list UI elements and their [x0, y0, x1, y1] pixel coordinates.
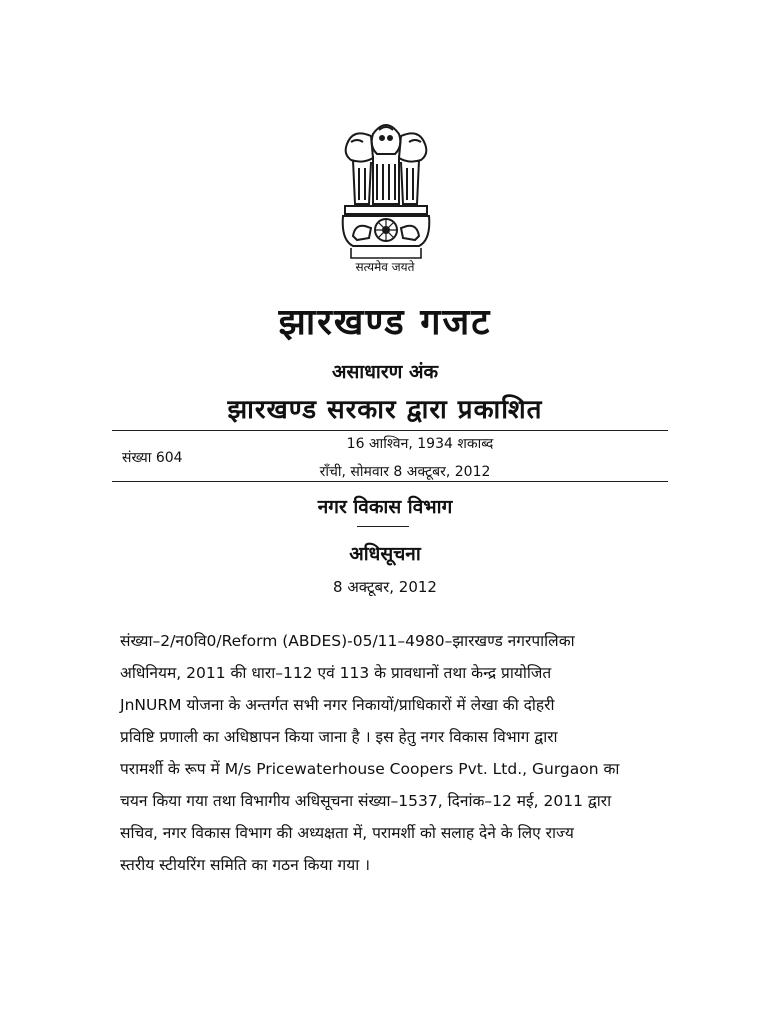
issue-number: संख्या 604	[122, 450, 183, 466]
extraordinary-issue-label: असाधारण अंक	[331, 361, 439, 383]
ranchi-date: राँची, सोमवार 8 अक्टूबर, 2012	[319, 464, 491, 480]
notification-body	[120, 625, 714, 881]
gazette-title: झारखण्ड गजट	[278, 302, 492, 343]
header-divider-top	[112, 430, 668, 431]
body-line: चयन किया गया तथा विभागीय अधिसूचना संख्या–1537, दिनांक–12 मई, 2011 द्वारा	[120, 792, 612, 810]
saka-date: 16 आश्विन, 1934 शकाब्द	[346, 436, 494, 452]
department-name: नगर विकास विभाग	[317, 496, 453, 518]
header-divider-bottom	[112, 481, 668, 482]
notification-heading: अधिसूचना	[349, 543, 421, 565]
body-line: JnNURM योजना के अन्तर्गत सभी नगर निकायों/प्राधिकारों में लेखा की दोहरी	[120, 696, 555, 714]
body-line: अधिनियम, 2011 की धारा–112 एवं 113 के प्रावधानों तथा केन्द्र प्रायोजित	[120, 664, 552, 682]
body-line: सचिव, नगर विकास विभाग की अध्यक्षता में, परामर्शी को सलाह देने के लिए राज्य	[120, 824, 574, 842]
body-line: प्रविष्टि प्रणाली का अधिष्ठापन किया जाना है । इस हेतु नगर विकास विभाग द्वारा	[120, 728, 558, 746]
department-underline	[357, 526, 409, 527]
body-line: परामर्शी के रूप में M/s Pricewaterhouse Coopers Pvt. Ltd., Gurgaon का	[120, 760, 620, 778]
emblem-motto: सत्यमेव जयते	[355, 260, 415, 274]
body-line: स्तरीय स्टीयरिंग समिति का गठन किया गया ।	[120, 856, 371, 874]
state-emblem-icon	[333, 112, 439, 262]
notification-date: 8 अक्टूबर, 2012	[333, 578, 437, 596]
publisher-line: झारखण्ड सरकार द्वारा प्रकाशित	[227, 395, 543, 425]
body-line: संख्या–2/न0वि0/Reform (ABDES)-05/11–4980–झारखण्ड नगरपालिका	[120, 632, 575, 650]
